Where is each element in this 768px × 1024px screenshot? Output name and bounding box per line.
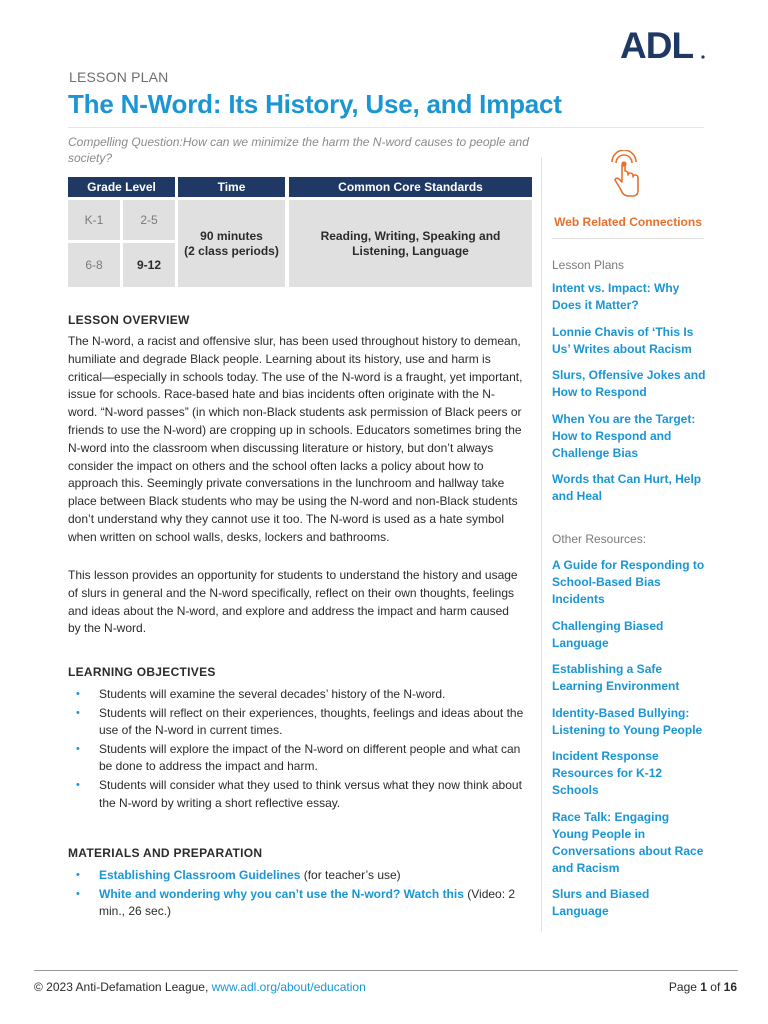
footer-copyright bbox=[34, 980, 366, 994]
video-link[interactable]: White and wondering why you can’t use the N-word? Watch this bbox=[99, 886, 464, 901]
resource-link[interactable]: Incident Response Resources for K-12 Schools bbox=[552, 749, 663, 797]
list-item bbox=[68, 867, 528, 885]
header-time: Time bbox=[178, 177, 285, 197]
list-item bbox=[68, 886, 528, 921]
grade-6-8: 6-8 bbox=[68, 243, 120, 287]
lesson-plan-link[interactable]: Intent vs. Impact: Why Does it Matter? bbox=[552, 281, 680, 312]
page-current: 1 bbox=[700, 980, 707, 994]
lesson-plans-label: Lesson Plans bbox=[552, 258, 625, 272]
lesson-plan-link[interactable]: When You are the Target: How to Respond and Challenge Bias bbox=[552, 411, 696, 460]
overview-paragraph-2: This lesson provides an opportunity for students to understand the history and usage of slurs in general and the N-word specifically, reflect on their own thoughts, feelings and ideas about the N-word, and explore and address the impact and harm caused by the N-word. bbox=[68, 568, 518, 636]
list-item: • Students will examine the several decades’ history of the N-word. bbox=[68, 686, 528, 704]
resource-link[interactable]: A Guide for Responding to School-Based Bias Incidents bbox=[552, 558, 705, 606]
time-cell bbox=[178, 200, 285, 287]
materials-heading: MATERIALS AND PREPARATION bbox=[68, 846, 263, 860]
footer-divider bbox=[34, 970, 738, 971]
resource-link[interactable]: Challenging Biased Language bbox=[552, 618, 664, 650]
materials-list bbox=[68, 867, 528, 922]
materials-note: (Video: 2 min., 26 sec.) bbox=[99, 886, 516, 919]
resource-link[interactable]: Slurs and Biased Language bbox=[552, 887, 650, 918]
lesson-plan-link[interactable]: Words that Can Hurt, Help and Heal bbox=[552, 472, 702, 503]
resource-link[interactable]: Establishing a Safe Learning Environment bbox=[552, 662, 680, 693]
sidebar-heading-divider bbox=[552, 238, 704, 239]
grade-9-12-selected: 9-12 bbox=[123, 243, 175, 287]
sidebar-divider bbox=[541, 157, 542, 932]
other-resources-label: Other Resources: bbox=[552, 532, 647, 546]
overview-paragraph-1: The N-word, a racist and offensive slur, has been used throughout history to demean, humiliate and degrade Black people. Learning about its history, use and harm is critical—especially in schools today. The use of the N-word is a fraught, yet important, issue for schools. Race-based hate and bias incidents often originate with the N-word. “N-word passes” (in which non-Black students ask permission of Black peers or friends to use the N-word) are cropping up in schools. Educators sometimes bring the N-word into the classroom when discussing literature or history, but don’t always consider the impact on others and the school often lacks a policy about how to approach this. Seemingly private conversations in the lunchroom and hallway take place between Black students who may be using the N-word and non-Black students don’t understand why they cannot use it too. The N-word is used as a hate symbol when written on school walls, desks, lockers and bathrooms. bbox=[68, 334, 523, 544]
resource-link[interactable]: Identity-Based Bullying: Listening to Young People bbox=[552, 705, 703, 737]
objectives-list bbox=[68, 686, 528, 813]
header-grade-level: Grade Level bbox=[68, 177, 175, 197]
objectives-heading: LEARNING OBJECTIVES bbox=[68, 665, 216, 679]
grade-2-5: 2-5 bbox=[123, 200, 175, 240]
adl-logo bbox=[620, 26, 706, 64]
header-standards: Common Core Standards bbox=[289, 177, 532, 197]
adl-logo-text: ADL bbox=[620, 26, 694, 64]
resource-link[interactable]: Race Talk: Engaging Young People in Conversations about Race and Racism bbox=[552, 809, 704, 875]
lesson-plan-kicker: LESSON PLAN bbox=[69, 69, 169, 85]
standards-cell: Reading, Writing, Speaking and Listening, Language bbox=[289, 200, 532, 287]
page-of: of bbox=[706, 980, 724, 994]
time-duration: 90 minutes bbox=[200, 228, 263, 243]
list-item: • Students will consider what they used to think versus what they now think about the N-word by writing a short reflective essay. bbox=[68, 777, 528, 812]
touch-hand-icon bbox=[604, 150, 644, 200]
lesson-plan-link[interactable]: Slurs, Offensive Jokes and How to Respond bbox=[552, 368, 706, 399]
lesson-plan-link[interactable]: Lonnie Chavis of ‘This Is Us’ Writes about Racism bbox=[552, 324, 694, 356]
title-divider bbox=[68, 127, 704, 128]
page-total: 16 bbox=[723, 980, 737, 994]
grade-k-1: K-1 bbox=[68, 200, 120, 240]
list-item: • Students will reflect on their experiences, thoughts, feelings and ideas about the use of the N-word in current times. bbox=[68, 705, 528, 740]
copyright-text: © 2023 Anti-Defamation League, bbox=[34, 980, 212, 994]
web-connections-heading: Web Related Connections bbox=[554, 215, 702, 229]
time-periods: (2 class periods) bbox=[184, 243, 279, 258]
overview-heading: LESSON OVERVIEW bbox=[68, 313, 190, 327]
classroom-guidelines-link[interactable]: Establishing Classroom Guidelines bbox=[99, 868, 301, 882]
adl-education-link[interactable]: www.adl.org/about/education bbox=[211, 980, 366, 994]
materials-note: (for teacher’s use) bbox=[300, 868, 401, 882]
other-resources-list bbox=[552, 557, 707, 930]
page-word: Page bbox=[668, 980, 701, 994]
page-title: The N-Word: Its History, Use, and Impact bbox=[68, 89, 562, 119]
list-item: • Students will explore the impact of the N-word on different people and what can be done to address the impact and harm. bbox=[68, 741, 528, 776]
page-indicator bbox=[669, 980, 737, 994]
compelling-question: Compelling Question:How can we minimize the harm the N-word causes to people and society? bbox=[68, 135, 529, 165]
lesson-plans-list bbox=[552, 280, 707, 515]
